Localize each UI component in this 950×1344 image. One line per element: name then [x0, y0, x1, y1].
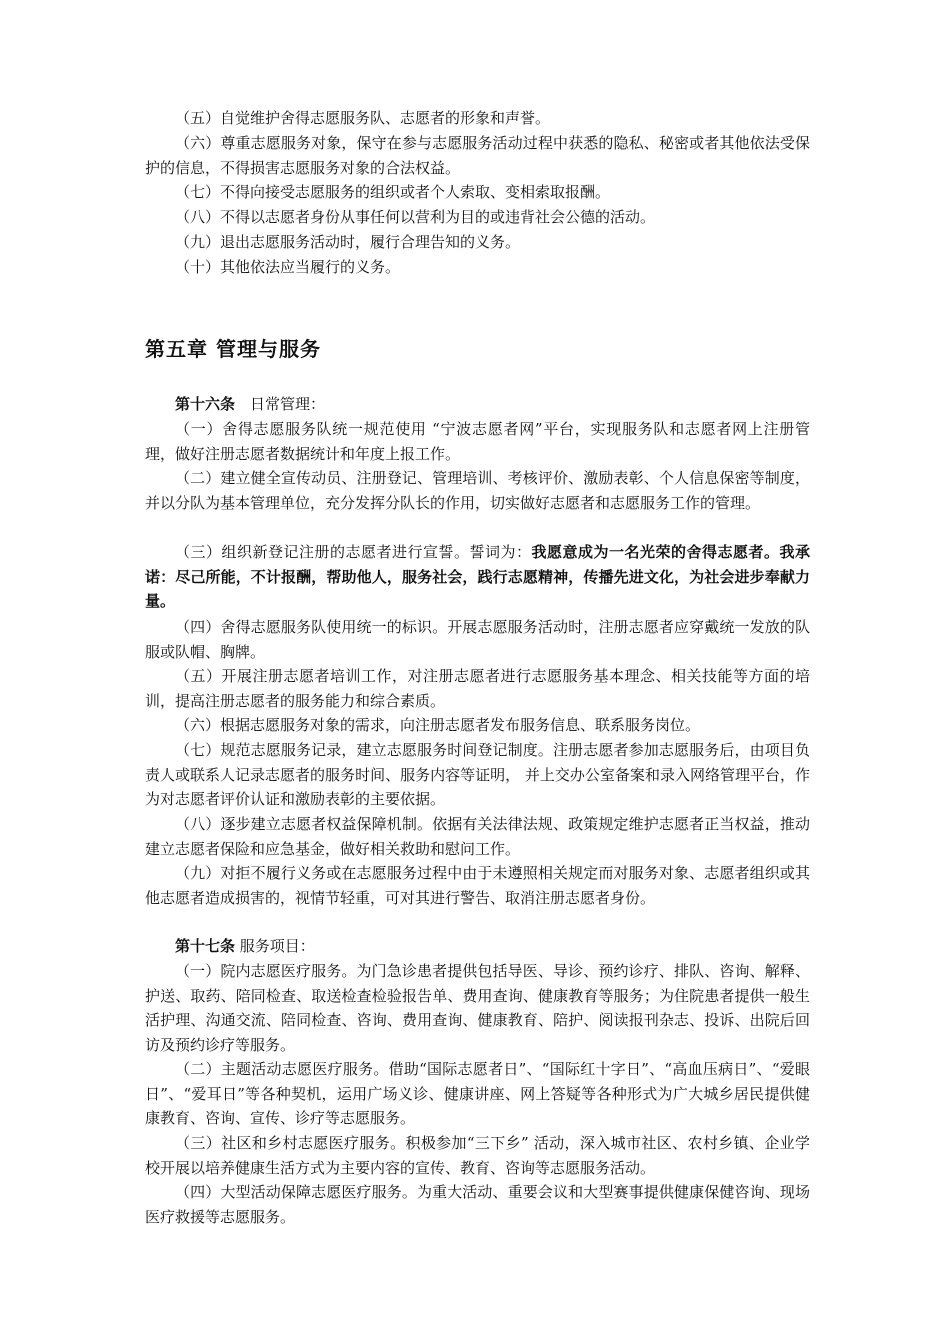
oath-text: 我愿意成为一名光荣的舍得志愿者。我承诺：尽己所能，不计报酬，帮助他人，服务社会，践行志愿精神，传播先进文化，为社会进步奉献力量。	[145, 543, 810, 610]
article-16-title: 日常管理：	[235, 395, 326, 413]
article-16-item-4: （四）舍得志愿服务队使用统一的标识。开展志愿服务活动时，注册志愿者应穿戴统一发放的队服或队帽、胸牌。	[145, 618, 810, 661]
paragraph-duty-8: （八）不得以志愿者身份从事任何以营利为目的或违背社会公德的活动。	[175, 208, 656, 226]
article-16-item-7: （七）规范志愿服务记录，建立志愿服务时间登记制度。注册志愿者参加志愿服务后，由项目负责人或联系人记录志愿者的服务时间、服务内容等证明， 并上交办公室备案和录入网络管理平台，作为对志愿者评价认证和激励表彰的主要依据。	[145, 741, 810, 808]
oath-intro: （三）组织新登记注册的志愿者进行宣誓。誓词为：	[175, 543, 532, 561]
paragraph-duty-5: （五）自觉维护舍得志愿服务队、志愿者的形象和声誉。	[175, 109, 551, 127]
paragraph-duty-7: （七）不得向接受志愿服务的组织或者个人索取、变相索取报酬。	[175, 183, 611, 201]
article-16-item-5: （五）开展注册志愿者培训工作，对注册志愿者进行志愿服务基本理念、相关技能等方面的培训，提高注册志愿者的服务能力和综合素质。	[145, 667, 810, 710]
article-16-item-9: （九）对拒不履行义务或在志愿服务过程中由于未遵照相关规定而对服务对象、志愿者组织或其他志愿者造成损害的，视情节轻重，可对其进行警告、取消注册志愿者身份。	[145, 864, 810, 907]
article-17-heading	[145, 934, 810, 959]
article-17-title: 服务项目：	[235, 937, 315, 955]
article-16-item-8: （八）逐步建立志愿者权益保障机制。依据有关法律法规、政策规定维护志愿者正当权益，推动建立志愿者保险和应急基金，做好相关救助和慰问工作。	[145, 815, 810, 858]
article-16-item-2: （二）建立健全宣传动员、注册登记、管理培训、考核评价、激励表彰、个人信息保密等制度，并以分队为基本管理单位，充分发挥分队长的作用，切实做好志愿者和志愿服务工作的管理。	[145, 469, 810, 512]
chapter-title: 第五章 管理与服务	[145, 337, 321, 361]
article-17-item-2: （二）主题活动志愿医疗服务。借助“国际志愿者日”、“国际红十字日”、“高血压病日”、“爱眼日”、“爱耳日”等各种契机，运用广场义诊、健康讲座、网上答疑等各种形式为广大城乡居民提供健康教育、咨询、宣传、诊疗等志愿服务。	[145, 1060, 810, 1127]
article-17-label: 第十七条	[175, 937, 236, 955]
article-17-item-4: （四）大型活动保障志愿医疗服务。为重大活动、重要会议和大型赛事提供健康保健咨询、现场医疗救援等志愿服务。	[145, 1183, 810, 1226]
article-16-item-3	[145, 540, 810, 614]
paragraph-duty-9: （九）退出志愿服务活动时，履行合理告知的义务。	[175, 233, 521, 251]
paragraph-duty-6: （六）尊重志愿服务对象，保守在参与志愿服务活动过程中获悉的隐私、秘密或者其他依法受保护的信息，不得损害志愿服务对象的合法权益。	[145, 134, 810, 177]
article-16-item-6: （六）根据志愿服务对象的需求，向注册志愿者发布服务信息、联系服务岗位。	[175, 716, 701, 734]
article-17-item-3: （三）社区和乡村志愿医疗服务。积极参加“三下乡” 活动，深入城市社区、农村乡镇、企业学校开展以培养健康生活方式为主要内容的宣传、教育、咨询等志愿服务活动。	[145, 1134, 810, 1177]
paragraph-duty-10: （十）其他依法应当履行的义务。	[175, 258, 401, 276]
article-17-item-1: （一）院内志愿医疗服务。为门急诊患者提供包括导医、导诊、预约诊疗、排队、咨询、解释、护送、取药、陪同检查、取送检查检验报告单、费用查询、健康教育等服务；为住院患者提供一般生活护理、沟通交流、陪同检查、咨询、费用查询、健康教育、陪护、阅读报刊杂志、投诉、出院后回访及预约诊疗等服务。	[145, 962, 810, 1054]
article-16-item-1: （一）舍得志愿服务队统一规范使用 “宁波志愿者网”平台，实现服务队和志愿者网上注册管理，做好注册志愿者数据统计和年度上报工作。	[145, 420, 810, 463]
article-16-heading	[145, 392, 810, 417]
article-16-label: 第十六条	[175, 395, 236, 413]
